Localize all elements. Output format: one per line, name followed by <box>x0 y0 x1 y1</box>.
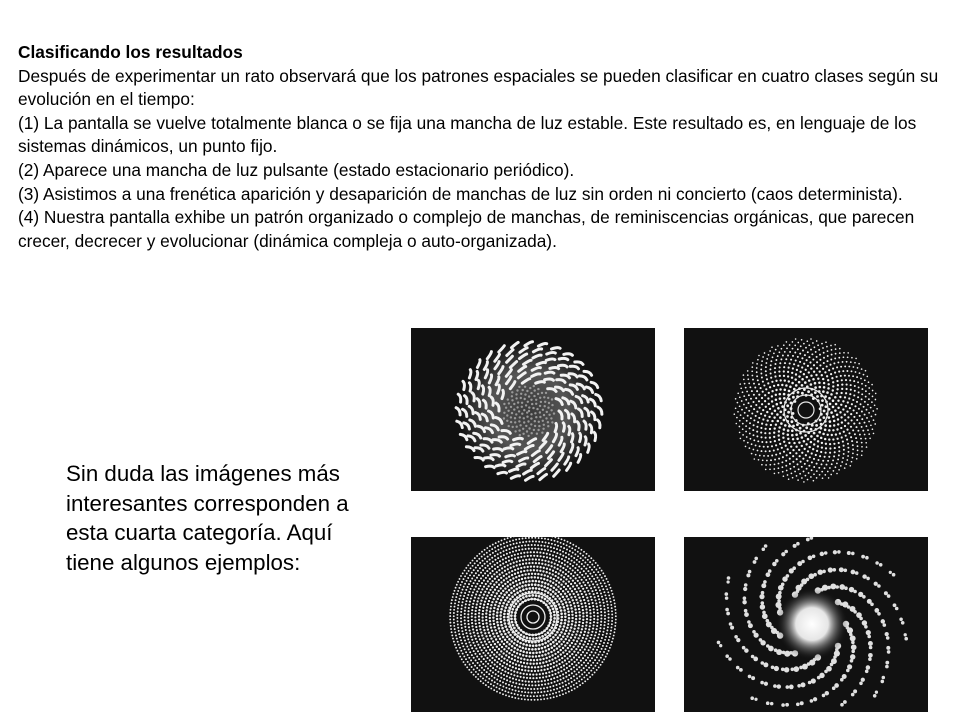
spiral-pattern-photo-1 <box>411 328 655 491</box>
class-3-item: (3) Asistimos a una frenética aparición y desaparición de manchas de luz sin orden ni concierto (caos determinista). <box>18 183 903 204</box>
classification-text <box>18 41 948 253</box>
concentric-dots-pattern <box>411 537 655 712</box>
class-1-item: (1) La pantalla se vuelve totalmente blanca o se fija una mancha de luz estable. Este resultado es, en lenguaje de los sistemas dinámicos, un punto fijo. <box>18 112 917 157</box>
rosette-pattern-photo-2 <box>684 328 928 491</box>
rosette-dots-pattern <box>684 328 928 491</box>
class-2-item: (2) Aparece una mancha de luz pulsante (estado estacionario periódico). <box>18 159 575 180</box>
galaxy-pattern-photo-4 <box>684 537 928 712</box>
spiral-arms-pattern <box>684 537 928 712</box>
class-4-item: (4) Nuestra pantalla exhibe un patrón organizado o complejo de manchas, de reminiscencias orgánicas, que parecen crecer, decrecer y evolucionar (dinámica compleja o auto-organizada). <box>18 207 915 251</box>
section-heading: Clasificando los resultados <box>18 42 243 62</box>
concentric-pattern-photo-3 <box>411 537 655 712</box>
examples-caption: Sin duda las imágenes más interesantes corresponden a esta cuarta categoría. Aquí tiene algunos ejemplos: <box>66 461 349 575</box>
intro-paragraph: Después de experimentar un rato observará que los patrones espaciales se pueden clasificar en cuatro clases según su evolución en el tiempo: <box>18 65 939 110</box>
spiral-arcs-pattern <box>411 328 655 491</box>
